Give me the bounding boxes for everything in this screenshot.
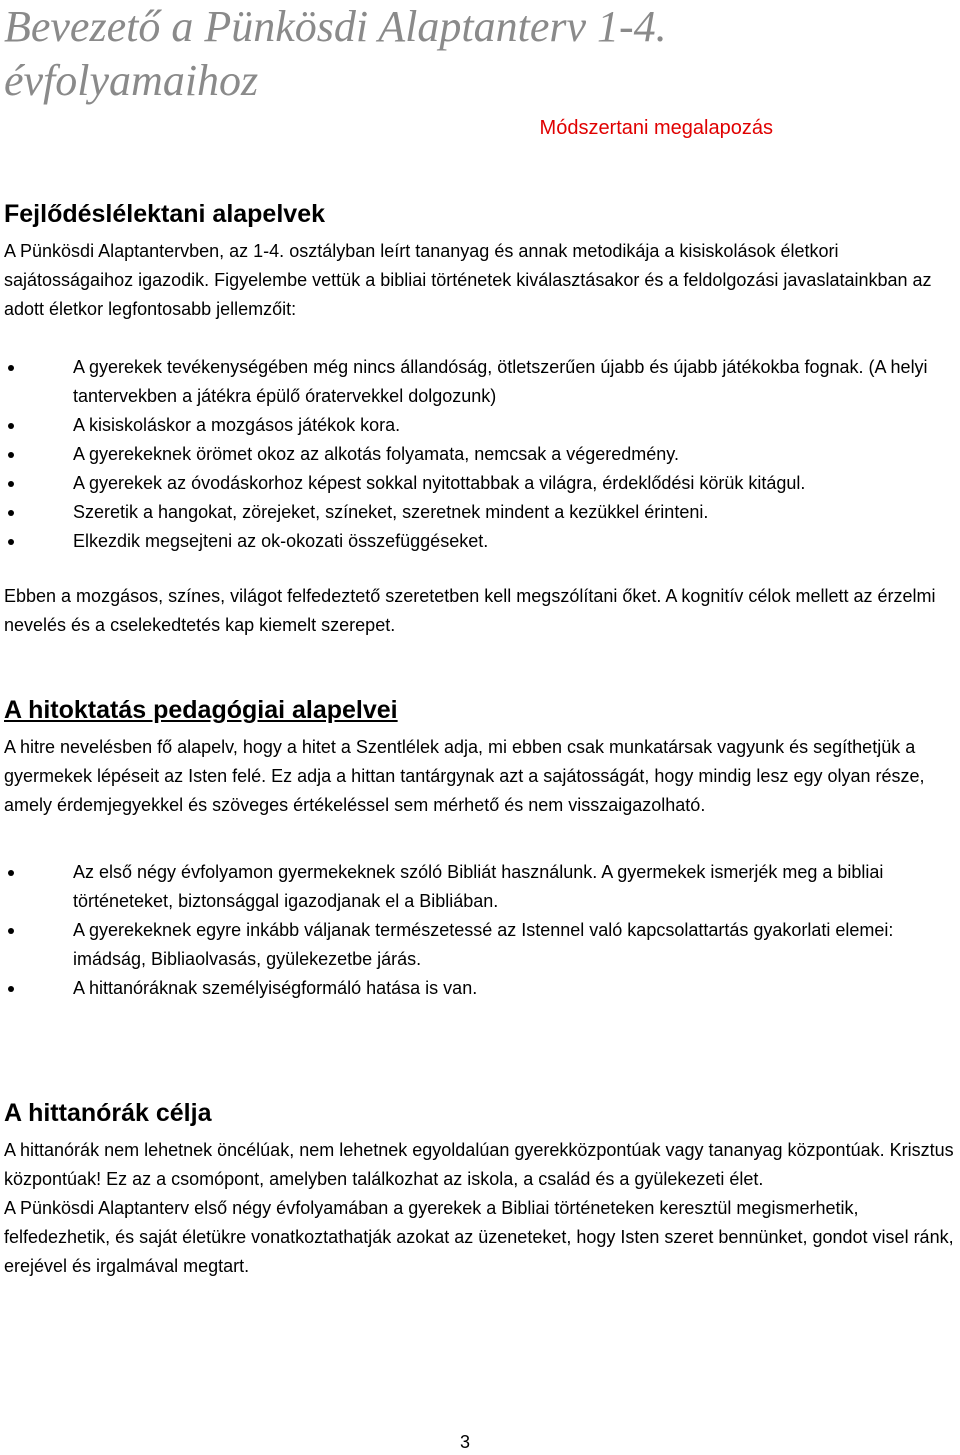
list-item — [4, 498, 956, 527]
list-item — [4, 440, 956, 469]
bullet-icon — [8, 365, 14, 371]
list-item-text: A gyerekek az óvodáskorhoz képest sokkal nyitottabbak a világra, érdeklődési körük kitágul. — [73, 473, 806, 493]
section-heading: Fejlődéslélektani alapelvek — [4, 200, 325, 228]
list-item — [4, 411, 956, 440]
section-pedagogical-principles — [4, 695, 956, 1003]
list-item-text: Az első négy évfolyamon gyermekeknek szóló Bibliát használunk. A gyermekek ismerjék meg a bibliai történeteket, biztonsággal igazodjanak el a Bibliában. — [73, 862, 884, 911]
bullet-list — [4, 858, 956, 1003]
list-item — [4, 469, 956, 498]
section-developmental-principles — [4, 199, 956, 640]
subtitle: Módszertani megalapozás — [539, 117, 773, 139]
list-item-text: A gyerekeknek örömet okoz az alkotás folyamata, nemcsak a végeredmény. — [73, 444, 679, 464]
section-closing-paragraph: Ebben a mozgásos, színes, világot felfedeztető szeretetben kell megszólítani őket. A kognitív célok mellett az érzelmi nevelés és a cselekedtetés kap kiemelt szerepet. — [4, 586, 936, 635]
section-intro-paragraph: A hitre nevelésben fő alapelv, hogy a hitet a Szentlélek adja, mi ebben csak munkatársak vagyunk és segíthetjük a gyermekek lépéseit az Isten felé. Ez adja a hittan tantárgynak azt a sajátosságát, hogy mindig lesz egy olyan része, amely érdemjegyekkel és szöveges értékeléssel sem mérhető és nem visszaigazolható. — [4, 737, 925, 815]
list-item-text: Szeretik a hangokat, zörejeket, színeket, szeretnek mindent a kezükkel érinteni. — [73, 502, 709, 522]
title-line-1: Bevezető a Pünkösdi Alaptanterv 1-4. — [4, 2, 667, 51]
title-line-2: évfolyamaihoz — [4, 56, 259, 105]
page-number: 3 — [460, 1432, 471, 1452]
bullet-icon — [8, 510, 14, 516]
list-item — [4, 527, 956, 556]
list-item — [4, 974, 936, 1003]
list-item — [4, 353, 956, 411]
list-item — [4, 916, 936, 974]
bullet-icon — [8, 423, 14, 429]
bullet-icon — [8, 481, 14, 487]
list-item-text: Elkezdik megsejteni az ok-okozati összefüggéseket. — [73, 531, 489, 551]
list-item-text: A kisiskoláskor a mozgásos játékok kora. — [73, 415, 401, 435]
section-intro-paragraph: A Pünkösdi Alaptantervben, az 1-4. osztályban leírt tananyag és annak metodikája a kisiskolások életkori sajátosságaihoz igazodik. Figyelembe vettük a bibliai történetek kiválasztásakor és a feldolgozási javaslatainkban az adott életkor legfontosabb jellemzőit: — [4, 241, 932, 319]
paragraph: A hittanórák nem lehetnek öncélúak, nem lehetnek egyoldalúan gyerekközpontúak vagy tananyag központúak. Krisztus központúak! Ez az a csomópont, amelyben találkozhat az iskola, a család és a gyülekezeti élet. — [4, 1140, 954, 1189]
section-lesson-goals — [4, 1098, 956, 1281]
list-item — [4, 858, 936, 916]
section-heading: A hittanórák célja — [4, 1099, 212, 1127]
bullet-icon — [8, 870, 14, 876]
section-heading: A hitoktatás pedagógiai alapelvei — [4, 696, 398, 724]
bullet-list — [4, 353, 956, 556]
list-item-text: A hittanóráknak személyiségformáló hatása is van. — [73, 978, 478, 998]
bullet-icon — [8, 986, 14, 992]
bullet-icon — [8, 539, 14, 545]
bullet-icon — [8, 928, 14, 934]
list-item-text: A gyerekek tevékenységében még nincs állandóság, ötletszerűen újabb és újabb játékokba fognak. (A helyi tantervekben a játékra épülő óratervekkel dolgozunk) — [73, 357, 928, 406]
document-title — [4, 0, 667, 108]
bullet-icon — [8, 452, 14, 458]
list-item-text: A gyerekeknek egyre inkább váljanak természetessé az Istennel való kapcsolattartás gyakorlati elemei: imádság, Bibliaolvasás, gyülekezetbe járás. — [73, 920, 894, 969]
paragraph: A Pünkösdi Alaptanterv első négy évfolyamában a gyerekek a Bibliai történeteken keresztül megismerhetik, felfedezhetik, és saját életükre vonatkoztathatják azokat az üzeneteket, hogy Isten szeret bennünket, gondot visel ránk, erejével és irgalmával megtart. — [4, 1198, 954, 1276]
